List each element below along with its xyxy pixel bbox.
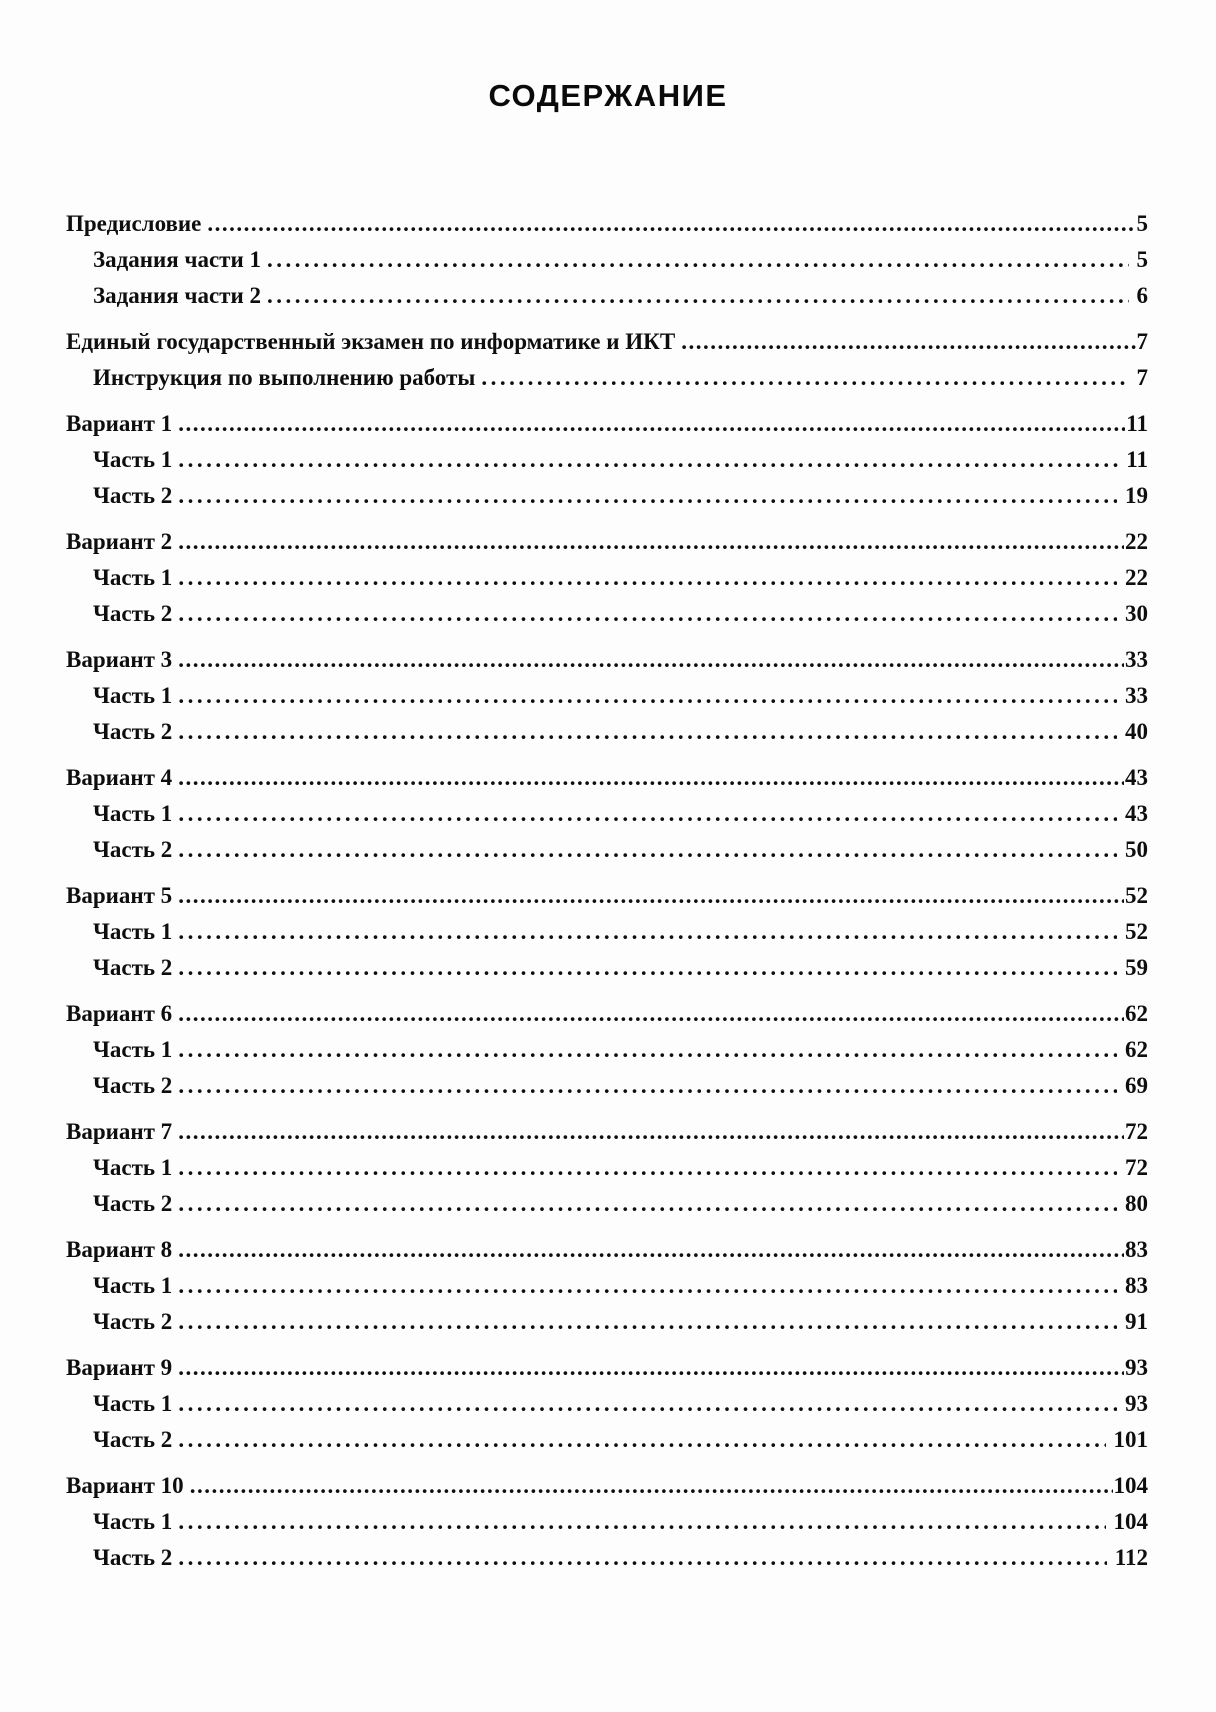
dot-leader — [178, 1150, 1117, 1186]
dot-leader — [178, 1232, 1124, 1268]
toc-entry — [66, 642, 1148, 678]
toc-entry-page: 93 — [1125, 1391, 1148, 1416]
toc-entry-page: 6 — [1136, 283, 1148, 308]
toc-entry — [66, 324, 1148, 360]
toc-entry-label: Инструкция по выполнению работы — [93, 365, 476, 390]
toc-entry-label: Часть 1 — [93, 565, 173, 590]
toc-entry — [66, 1268, 1148, 1304]
toc-entry-page: 5 — [1136, 247, 1148, 272]
toc-entry-page: 22 — [1125, 529, 1148, 554]
dot-leader — [481, 360, 1128, 396]
dot-leader — [178, 678, 1117, 714]
dot-leader — [178, 1304, 1117, 1340]
toc-entry-label: Часть 2 — [93, 1073, 173, 1098]
toc-entry-page: 7 — [1136, 329, 1148, 354]
toc-entry — [66, 678, 1148, 714]
dot-leader — [178, 950, 1117, 986]
toc-entry-label: Часть 1 — [93, 801, 173, 826]
toc-entry — [66, 1114, 1148, 1150]
dot-leader — [178, 878, 1124, 914]
dot-leader — [207, 206, 1135, 242]
toc-entry-page: 59 — [1125, 955, 1148, 980]
dot-leader — [178, 560, 1117, 596]
dot-leader — [178, 1386, 1117, 1422]
dot-leader — [178, 996, 1124, 1032]
toc-entry — [66, 714, 1148, 750]
toc-entry-label: Часть 1 — [93, 1391, 173, 1416]
toc-entry-page: 11 — [1126, 411, 1148, 436]
dot-leader — [267, 278, 1129, 314]
toc-entry-page: 19 — [1125, 483, 1148, 508]
toc-entry-label: Часть 1 — [93, 683, 173, 708]
dot-leader — [178, 478, 1117, 514]
toc-entry-label: Часть 2 — [93, 1545, 173, 1570]
dot-leader — [681, 324, 1135, 360]
toc-entry — [66, 796, 1148, 832]
toc-entry — [66, 1350, 1148, 1386]
toc-entry-label: Единый государственный экзамен по информатике и ИКТ — [66, 329, 676, 354]
toc-entry-page: 22 — [1125, 565, 1148, 590]
dot-leader — [178, 1268, 1117, 1304]
dot-leader — [178, 760, 1124, 796]
toc-entry — [66, 760, 1148, 796]
toc-entry — [66, 1540, 1148, 1576]
toc-entry-page: 104 — [1113, 1473, 1148, 1498]
toc-entry-label: Вариант 3 — [66, 647, 173, 672]
toc-entry — [66, 242, 1148, 278]
toc-entry-label: Часть 2 — [93, 1191, 173, 1216]
toc-entry-page: 83 — [1125, 1273, 1148, 1298]
toc-entry-page: 33 — [1125, 683, 1148, 708]
toc-entry-label: Задания части 1 — [93, 247, 261, 272]
toc-entry — [66, 1068, 1148, 1104]
toc-entry-label: Часть 1 — [93, 1509, 173, 1534]
toc-entry — [66, 1468, 1148, 1504]
toc-entry-page: 11 — [1126, 447, 1148, 472]
toc-entry-page: 72 — [1125, 1155, 1148, 1180]
toc-entry-page: 72 — [1125, 1119, 1148, 1144]
toc-entry-label: Вариант 4 — [66, 765, 173, 790]
toc-entry-label: Вариант 5 — [66, 883, 173, 908]
toc-entry-label: Вариант 8 — [66, 1237, 173, 1262]
toc-entry-label: Часть 1 — [93, 1037, 173, 1062]
toc-entry-page: 43 — [1125, 765, 1148, 790]
toc-entry-page: 62 — [1125, 1037, 1148, 1062]
toc-entry — [66, 406, 1148, 442]
toc-entry-page: 69 — [1125, 1073, 1148, 1098]
toc-entry-label: Часть 2 — [93, 837, 173, 862]
toc-entry-label: Часть 1 — [93, 1273, 173, 1298]
toc-list — [0, 206, 1216, 1576]
dot-leader — [178, 1032, 1117, 1068]
toc-entry-label: Часть 2 — [93, 1309, 173, 1334]
toc-entry-page: 33 — [1125, 647, 1148, 672]
toc-entry — [66, 996, 1148, 1032]
toc-entry — [66, 950, 1148, 986]
dot-leader — [178, 832, 1117, 868]
dot-leader — [178, 1540, 1106, 1576]
toc-entry-page: 104 — [1113, 1509, 1148, 1534]
toc-entry — [66, 1032, 1148, 1068]
toc-entry-page: 83 — [1125, 1237, 1148, 1262]
toc-entry-label: Вариант 10 — [66, 1473, 184, 1498]
dot-leader — [178, 796, 1117, 832]
toc-entry-page: 112 — [1114, 1545, 1148, 1570]
toc-entry — [66, 878, 1148, 914]
toc-entry — [66, 206, 1148, 242]
toc-entry-label: Часть 2 — [93, 955, 173, 980]
toc-entry-label: Вариант 7 — [66, 1119, 173, 1144]
dot-leader — [178, 914, 1117, 950]
toc-entry-page: 80 — [1125, 1191, 1148, 1216]
toc-entry-label: Вариант 1 — [66, 411, 173, 436]
dot-leader — [178, 1350, 1124, 1386]
toc-entry-page: 40 — [1125, 719, 1148, 744]
toc-entry — [66, 1386, 1148, 1422]
toc-entry — [66, 1186, 1148, 1222]
toc-entry-page: 93 — [1125, 1355, 1148, 1380]
toc-entry-page: 52 — [1125, 919, 1148, 944]
toc-entry-label: Часть 2 — [93, 483, 173, 508]
dot-leader — [178, 524, 1124, 560]
dot-leader — [178, 442, 1118, 478]
toc-entry — [66, 278, 1148, 314]
toc-entry — [66, 1304, 1148, 1340]
toc-entry-page: 101 — [1113, 1427, 1148, 1452]
dot-leader — [178, 1068, 1117, 1104]
toc-entry — [66, 1504, 1148, 1540]
toc-entry-label: Часть 1 — [93, 447, 173, 472]
page-title: СОДЕРЖАНИЕ — [488, 78, 728, 113]
toc-entry — [66, 596, 1148, 632]
toc-entry — [66, 1422, 1148, 1458]
dot-leader — [267, 242, 1129, 278]
toc-entry-page: 43 — [1125, 801, 1148, 826]
toc-entry-page: 7 — [1136, 365, 1148, 390]
dot-leader — [178, 714, 1117, 750]
toc-entry-label: Часть 2 — [93, 1427, 173, 1452]
toc-entry-label: Вариант 2 — [66, 529, 173, 554]
dot-leader — [178, 1114, 1124, 1150]
toc-entry — [66, 1150, 1148, 1186]
toc-entry — [66, 1232, 1148, 1268]
toc-entry — [66, 560, 1148, 596]
dot-leader — [178, 1504, 1105, 1540]
toc-entry-page: 91 — [1125, 1309, 1148, 1334]
dot-leader — [190, 1468, 1113, 1504]
toc-entry — [66, 524, 1148, 560]
dot-leader — [178, 642, 1124, 678]
dot-leader — [178, 1422, 1105, 1458]
toc-entry — [66, 442, 1148, 478]
toc-entry-label: Задания части 2 — [93, 283, 261, 308]
toc-entry — [66, 478, 1148, 514]
dot-leader — [178, 406, 1125, 442]
toc-entry — [66, 914, 1148, 950]
toc-entry-page: 30 — [1125, 601, 1148, 626]
toc-entry — [66, 832, 1148, 868]
toc-entry-label: Вариант 6 — [66, 1001, 173, 1026]
toc-entry-label: Предисловие — [66, 211, 202, 236]
toc-entry-label: Часть 2 — [93, 601, 173, 626]
dot-leader — [178, 596, 1117, 632]
toc-entry-label: Часть 2 — [93, 719, 173, 744]
toc-entry-page: 5 — [1136, 211, 1148, 236]
toc-entry-label: Часть 1 — [93, 1155, 173, 1180]
toc-entry-page: 62 — [1125, 1001, 1148, 1026]
toc-entry-page: 52 — [1125, 883, 1148, 908]
toc-entry-label: Вариант 9 — [66, 1355, 173, 1380]
toc-entry-page: 50 — [1125, 837, 1148, 862]
toc-entry — [66, 360, 1148, 396]
toc-entry-label: Часть 1 — [93, 919, 173, 944]
dot-leader — [178, 1186, 1117, 1222]
